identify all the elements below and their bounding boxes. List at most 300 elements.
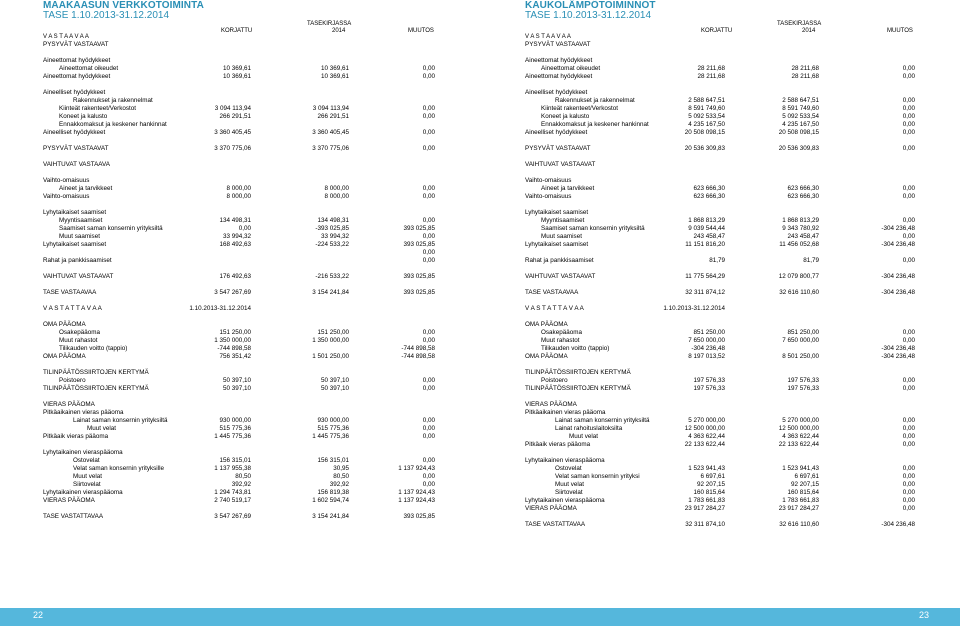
spacer bbox=[525, 170, 915, 178]
value-korjattu: 756 351,42 bbox=[219, 353, 251, 360]
value-tasekirjassa: 4 363 622,44 bbox=[782, 433, 819, 440]
value-korjattu: 10 369,61 bbox=[222, 73, 251, 80]
row-label: VAIHTUVAT VASTAAVAT bbox=[43, 273, 114, 280]
value-muutos: -744 898,58 bbox=[401, 353, 435, 360]
value-tasekirjassa: 23 917 284,27 bbox=[778, 505, 819, 512]
row-label: Aineelliset hyödykkeet bbox=[43, 129, 106, 136]
value-korjattu: 80,50 bbox=[235, 473, 251, 480]
row-label: Lyhytaikainen vieraspääoma bbox=[525, 497, 605, 504]
value-korjattu: 6 697,61 bbox=[700, 473, 725, 480]
value-tasekirjassa: 197 576,33 bbox=[787, 377, 819, 384]
row-label: Osakepääoma bbox=[59, 329, 100, 336]
value-muutos: 0,00 bbox=[422, 385, 435, 392]
value-muutos: 0,00 bbox=[902, 233, 915, 240]
vastaavaa-heading: V A S T A A V A A bbox=[525, 34, 571, 40]
row-label: Saamiset saman konsernin yrityksiltä bbox=[59, 225, 163, 232]
value-muutos: 0,00 bbox=[902, 185, 915, 192]
value-muutos: -304 236,48 bbox=[881, 273, 915, 280]
row-label: Aineelliset hyödykkeet bbox=[525, 89, 588, 96]
row-label: Muut velat bbox=[569, 433, 599, 440]
spacer bbox=[43, 394, 435, 402]
row-label: Myyntisaamiset bbox=[59, 217, 103, 224]
value-tasekirjassa: 5 270 000,00 bbox=[782, 417, 819, 424]
value-muutos: 0,00 bbox=[422, 217, 435, 224]
value-muutos: 393 025,85 bbox=[403, 273, 435, 280]
value-korjattu: 2 588 647,51 bbox=[688, 97, 725, 104]
value-tasekirjassa: 28 211,68 bbox=[791, 65, 819, 72]
value-muutos: 393 025,85 bbox=[403, 513, 435, 520]
value-korjattu: 930 000,00 bbox=[219, 417, 251, 424]
value-tasekirjassa: 3 154 241,84 bbox=[312, 289, 349, 296]
row-label: Koneet ja kalusto bbox=[541, 113, 590, 120]
row-label: VAIHTUVAT VASTAAVAT bbox=[525, 273, 596, 280]
value-korjattu: 160 815,64 bbox=[693, 489, 725, 496]
value-tasekirjassa: 33 994,32 bbox=[320, 233, 349, 240]
value-tasekirjassa: 197 576,33 bbox=[787, 385, 819, 392]
value-korjattu: 1 445 775,36 bbox=[214, 433, 251, 440]
row-label: Aineet ja tarvikkeet bbox=[541, 185, 595, 192]
right-column bbox=[525, 0, 915, 608]
table-row bbox=[525, 386, 915, 394]
korjattu-heading: KORJATTU bbox=[701, 28, 733, 34]
value-tasekirjassa: 6 697,61 bbox=[794, 473, 819, 480]
value-korjattu: 9 039 544,44 bbox=[688, 225, 725, 232]
right-table bbox=[525, 42, 915, 530]
row-label: TILINPÄÄTÖSSIIRTOJEN KERTYMÄ bbox=[43, 385, 149, 392]
value-muutos: 0,00 bbox=[902, 473, 915, 480]
value-tasekirjassa: 12 079 800,77 bbox=[778, 273, 819, 280]
row-label: VIERAS PÄÄOMA bbox=[43, 401, 95, 408]
row-label: Lainat saman konsernin yrityksiltä bbox=[73, 417, 168, 424]
row-label: PYSYVÄT VASTAAVAT bbox=[525, 41, 591, 48]
value-muutos: 0,00 bbox=[422, 433, 435, 440]
year-heading: 2014 bbox=[332, 28, 346, 34]
value-muutos: 0,00 bbox=[422, 193, 435, 200]
value-tasekirjassa: 8 591 749,60 bbox=[782, 105, 819, 112]
value-korjattu: 4 235 167,50 bbox=[688, 121, 725, 128]
value-korjattu: 32 311 874,12 bbox=[685, 289, 725, 296]
table-row bbox=[525, 162, 915, 170]
row-label: Lyhytaikaiset saamiset bbox=[43, 209, 107, 216]
value-korjattu: 11 151 816,20 bbox=[685, 241, 725, 248]
value-tasekirjassa: 3 370 775,06 bbox=[312, 145, 349, 152]
value-korjattu: 1 137 955,38 bbox=[214, 465, 251, 472]
table-row bbox=[43, 74, 435, 82]
value-muutos: 1 137 924,43 bbox=[398, 465, 435, 472]
value-korjattu: 1.10.2013-31.12.2014 bbox=[663, 305, 725, 312]
row-label: Muut saamiset bbox=[541, 233, 582, 240]
value-tasekirjassa: 266 291,51 bbox=[317, 113, 349, 120]
value-korjattu: 3 547 267,69 bbox=[214, 289, 251, 296]
row-label: TASE VASTAAVAA bbox=[43, 289, 97, 296]
row-label: Vaihto-omaisuus bbox=[43, 193, 90, 200]
row-label: Muut velat bbox=[87, 425, 117, 432]
row-label: Aineettomat hyödykkeet bbox=[525, 57, 593, 64]
left-title: MAAKAASUN VERKKOTOIMINTA bbox=[43, 0, 204, 11]
value-tasekirjassa: 4 235 167,50 bbox=[782, 121, 819, 128]
row-label: Osakepääoma bbox=[541, 329, 582, 336]
row-label: TILINPÄÄTÖSSIIRTOJEN KERTYMÄ bbox=[43, 369, 149, 376]
table-row bbox=[525, 506, 915, 514]
row-label: OMA PÄÄOMA bbox=[525, 353, 568, 360]
value-muutos: 0,00 bbox=[902, 121, 915, 128]
value-muutos: 393 025,85 bbox=[403, 289, 435, 296]
value-korjattu: 623 666,30 bbox=[693, 185, 725, 192]
value-muutos: 0,00 bbox=[902, 441, 915, 448]
value-muutos: 0,00 bbox=[902, 193, 915, 200]
row-label: Velat saman konsernin yrityksille bbox=[73, 465, 164, 472]
value-korjattu: 851 250,00 bbox=[693, 329, 725, 336]
value-muutos: 0,00 bbox=[422, 473, 435, 480]
value-tasekirjassa: 1 523 941,43 bbox=[782, 465, 819, 472]
value-muutos: 393 025,85 bbox=[403, 225, 435, 232]
value-korjattu: 168 492,63 bbox=[219, 241, 251, 248]
value-muutos: 0,00 bbox=[902, 425, 915, 432]
value-korjattu: 176 492,63 bbox=[219, 273, 251, 280]
row-label: Lyhytaikaiset saamiset bbox=[525, 209, 589, 216]
row-label: Aineettomat hyödykkeet bbox=[43, 57, 111, 64]
table-row bbox=[525, 74, 915, 82]
muutos-heading: MUUTOS bbox=[408, 28, 434, 34]
value-korjattu: 5 270 000,00 bbox=[688, 417, 725, 424]
value-muutos: 0,00 bbox=[422, 113, 435, 120]
spacer bbox=[525, 394, 915, 402]
row-label: Rakennukset ja rakennelmat bbox=[555, 97, 635, 104]
row-label: Kiinteät rakenteet/Verkostot bbox=[541, 105, 619, 112]
value-korjattu: 1 523 941,43 bbox=[688, 465, 725, 472]
table-row bbox=[43, 434, 435, 442]
value-korjattu: 197 576,33 bbox=[693, 385, 725, 392]
value-tasekirjassa: 10 369,61 bbox=[320, 65, 349, 72]
row-label: TASE VASTATTAVAA bbox=[525, 521, 586, 528]
value-korjattu: 8 000,00 bbox=[226, 193, 251, 200]
row-label: Siirtovelat bbox=[555, 489, 583, 496]
value-muutos: -304 236,48 bbox=[881, 289, 915, 296]
row-label: VIERAS PÄÄOMA bbox=[525, 401, 577, 408]
row-label: VAIHTUVAT VASTAAVAT bbox=[525, 161, 596, 168]
row-label: TASE VASTAAVAA bbox=[525, 289, 579, 296]
value-muutos: 0,00 bbox=[902, 505, 915, 512]
value-tasekirjassa: 851 250,00 bbox=[787, 329, 819, 336]
value-tasekirjassa: 623 666,30 bbox=[787, 193, 819, 200]
spacer bbox=[43, 314, 435, 322]
table-row bbox=[43, 498, 435, 506]
value-korjattu: 4 363 622,44 bbox=[688, 433, 725, 440]
value-korjattu: 266 291,51 bbox=[219, 113, 251, 120]
table-row bbox=[525, 258, 915, 266]
value-korjattu: 197 576,33 bbox=[693, 377, 725, 384]
value-tasekirjassa: 11 456 052,68 bbox=[779, 241, 819, 248]
row-label: Lyhytaikainen vieraspääoma bbox=[43, 489, 123, 496]
value-korjattu: 20 536 309,83 bbox=[684, 145, 725, 152]
value-tasekirjassa: 32 616 110,60 bbox=[779, 289, 819, 296]
value-muutos: 0,00 bbox=[422, 377, 435, 384]
vastaavaa-heading: V A S T A A V A A bbox=[43, 34, 89, 40]
value-korjattu: 8 197 013,52 bbox=[688, 353, 725, 360]
value-korjattu: 20 508 098,15 bbox=[684, 129, 725, 136]
value-korjattu: 515 775,36 bbox=[219, 425, 251, 432]
left-table bbox=[43, 42, 435, 522]
value-muutos: -304 236,48 bbox=[881, 241, 915, 248]
value-muutos: 393 025,85 bbox=[403, 241, 435, 248]
value-korjattu: 50 397,10 bbox=[222, 385, 251, 392]
year-heading: 2014 bbox=[802, 28, 816, 34]
row-label: Muut velat bbox=[73, 473, 103, 480]
tasekirjassa-heading: TASEKIRJASSA bbox=[777, 21, 822, 27]
spacer bbox=[525, 314, 915, 322]
value-korjattu: 7 650 000,00 bbox=[688, 337, 725, 344]
value-tasekirjassa: 8 000,00 bbox=[324, 193, 349, 200]
row-label: Rakennukset ja rakennelmat bbox=[73, 97, 153, 104]
row-label: TILINPÄÄTÖSSIIRTOJEN KERTYMÄ bbox=[525, 385, 631, 392]
row-label: VIERAS PÄÄOMA bbox=[43, 497, 95, 504]
value-tasekirjassa: -393 025,85 bbox=[315, 225, 349, 232]
table-row bbox=[525, 306, 915, 314]
value-tasekirjassa: 1 350 000,00 bbox=[312, 337, 349, 344]
table-row bbox=[43, 130, 435, 138]
value-korjattu: 8 591 749,60 bbox=[688, 105, 725, 112]
value-muutos: -304 236,48 bbox=[881, 345, 915, 352]
value-korjattu: 5 092 533,54 bbox=[688, 113, 725, 120]
row-label: Tilikauden voitto (tappio) bbox=[59, 345, 128, 352]
value-muutos: 0,00 bbox=[902, 113, 915, 120]
value-muutos: 0,00 bbox=[902, 217, 915, 224]
value-tasekirjassa: 151 250,00 bbox=[317, 329, 349, 336]
value-tasekirjassa: 8 501 250,00 bbox=[782, 353, 819, 360]
row-label: Lyhytaikainen vieraspääoma bbox=[525, 457, 605, 464]
row-label: VAIHTUVAT VASTAAVA bbox=[43, 161, 110, 168]
value-tasekirjassa: 2 588 647,51 bbox=[782, 97, 819, 104]
spacer bbox=[43, 170, 435, 178]
muutos-heading: MUUTOS bbox=[887, 28, 913, 34]
row-label: Poistoero bbox=[541, 377, 568, 384]
value-tasekirjassa: 156 819,38 bbox=[317, 489, 349, 496]
value-muutos: 0,00 bbox=[422, 129, 435, 136]
row-label: Muut saamiset bbox=[59, 233, 100, 240]
table-row bbox=[43, 42, 435, 50]
value-muutos: 0,00 bbox=[902, 73, 915, 80]
value-muutos: 0,00 bbox=[902, 337, 915, 344]
value-tasekirjassa: 1 602 594,74 bbox=[312, 497, 349, 504]
value-muutos: 0,00 bbox=[902, 377, 915, 384]
value-tasekirjassa: 623 666,30 bbox=[787, 185, 819, 192]
table-row bbox=[43, 354, 435, 362]
row-label: Siirtovelat bbox=[73, 481, 101, 488]
value-muutos: 0,00 bbox=[902, 385, 915, 392]
value-tasekirjassa: 81,79 bbox=[803, 257, 819, 264]
value-korjattu: 81,79 bbox=[709, 257, 725, 264]
value-tasekirjassa: -216 533,22 bbox=[315, 273, 349, 280]
value-tasekirjassa: 515 775,36 bbox=[317, 425, 349, 432]
table-row bbox=[525, 274, 915, 282]
row-label: Pitkäaik vieras pääoma bbox=[43, 433, 109, 440]
value-muutos: 0,00 bbox=[422, 249, 435, 256]
row-label: Ostovelat bbox=[73, 457, 100, 464]
value-muutos: 0,00 bbox=[902, 497, 915, 504]
row-label: Lyhytaikainen vieraspääoma bbox=[43, 449, 123, 456]
value-tasekirjassa: 9 343 780,92 bbox=[782, 225, 819, 232]
value-tasekirjassa: 243 458,47 bbox=[787, 233, 819, 240]
value-tasekirjassa: 12 500 000,00 bbox=[778, 425, 819, 432]
value-muutos: 0,00 bbox=[422, 105, 435, 112]
table-row bbox=[43, 290, 435, 298]
value-tasekirjassa: 1 501 250,00 bbox=[312, 353, 349, 360]
value-muutos: 0,00 bbox=[422, 257, 435, 264]
value-tasekirjassa: 92 207,15 bbox=[790, 481, 819, 488]
row-label: Vaihto-omaisuus bbox=[43, 177, 90, 184]
left-column bbox=[43, 0, 435, 608]
row-label: Kiinteät rakenteet/Verkostot bbox=[59, 105, 137, 112]
value-korjattu: 32 311 874,10 bbox=[685, 521, 725, 528]
value-korjattu: 1.10.2013-31.12.2014 bbox=[189, 305, 251, 312]
value-korjattu: 392,92 bbox=[231, 481, 251, 488]
value-muutos: 1 137 924,43 bbox=[398, 497, 435, 504]
value-tasekirjassa: 930 000,00 bbox=[317, 417, 349, 424]
row-label: PYSYVÄT VASTAAVAT bbox=[43, 41, 109, 48]
row-label: OMA PÄÄOMA bbox=[525, 321, 568, 328]
value-muutos: 0,00 bbox=[422, 337, 435, 344]
right-title: KAUKOLÄMPÖTOIMINNOT bbox=[525, 0, 656, 11]
table-row bbox=[43, 162, 435, 170]
value-korjattu: 22 133 622,44 bbox=[684, 441, 725, 448]
row-label: Vaihto-omaisuus bbox=[525, 193, 572, 200]
row-label: V A S T A T T A V A A bbox=[43, 305, 102, 312]
value-tasekirjassa: 32 616 110,60 bbox=[779, 521, 819, 528]
table-row bbox=[525, 130, 915, 138]
value-korjattu: 3 370 775,06 bbox=[214, 145, 251, 152]
value-korjattu: 10 369,61 bbox=[222, 65, 251, 72]
row-label: PYSYVÄT VASTAAVAT bbox=[525, 145, 591, 152]
row-label: Lainat rahoituslaitoksilta bbox=[555, 425, 623, 432]
table-row bbox=[525, 522, 915, 530]
value-korjattu: 243 458,47 bbox=[693, 233, 725, 240]
value-tasekirjassa: 50 397,10 bbox=[320, 385, 349, 392]
value-korjattu: 3 360 405,45 bbox=[214, 129, 251, 136]
row-label: V A S T A T T A V A A bbox=[525, 305, 584, 312]
value-korjattu: 156 315,01 bbox=[219, 457, 251, 464]
value-tasekirjassa: 1 783 661,83 bbox=[782, 497, 819, 504]
value-korjattu: 12 500 000,00 bbox=[684, 425, 725, 432]
row-label: TILINPÄÄTÖSSIIRTOJEN KERTYMÄ bbox=[525, 369, 631, 376]
row-label: Tilikauden voitto (tappio) bbox=[541, 345, 610, 352]
row-label: Poistoero bbox=[59, 377, 86, 384]
value-korjattu: 151 250,00 bbox=[219, 329, 251, 336]
row-label: Aineettomat oikeudet bbox=[541, 65, 601, 72]
value-korjattu: 3 094 113,94 bbox=[214, 105, 251, 112]
left-date: TASE 1.10.2013-31.12.2014 bbox=[43, 10, 170, 21]
table-row bbox=[525, 442, 915, 450]
value-korjattu: 0,00 bbox=[238, 225, 251, 232]
row-label: Aineettomat hyödykkeet bbox=[525, 73, 593, 80]
row-label: Muut rahastot bbox=[59, 337, 98, 344]
value-tasekirjassa: 30,95 bbox=[333, 465, 349, 472]
value-korjattu: 1 294 743,81 bbox=[214, 489, 251, 496]
page-number-right: 23 bbox=[919, 610, 930, 620]
table-row bbox=[43, 242, 435, 250]
value-tasekirjassa: -224 533,22 bbox=[315, 241, 349, 248]
value-muutos: -304 236,48 bbox=[881, 353, 915, 360]
table-row bbox=[43, 274, 435, 282]
value-tasekirjassa: 50 397,10 bbox=[320, 377, 349, 384]
table-row bbox=[525, 354, 915, 362]
row-label: VIERAS PÄÄOMA bbox=[525, 505, 577, 512]
value-muutos: 0,00 bbox=[422, 481, 435, 488]
page-number-left: 22 bbox=[33, 610, 44, 620]
value-muutos: 0,00 bbox=[902, 481, 915, 488]
row-label: Saamiset saman konsernin yrityksiltä bbox=[541, 225, 645, 232]
table-row bbox=[43, 146, 435, 154]
value-tasekirjassa: 20 536 309,83 bbox=[778, 145, 819, 152]
value-muutos: 0,00 bbox=[422, 417, 435, 424]
value-tasekirjassa: 160 815,64 bbox=[787, 489, 819, 496]
value-muutos: 0,00 bbox=[422, 65, 435, 72]
table-row bbox=[43, 386, 435, 394]
value-muutos: -304 236,48 bbox=[881, 225, 915, 232]
value-muutos: -304 236,48 bbox=[881, 521, 915, 528]
table-row bbox=[43, 194, 435, 202]
value-korjattu: 28 211,68 bbox=[697, 65, 725, 72]
value-korjattu: 8 000,00 bbox=[226, 185, 251, 192]
row-label: Lyhytaikaiset saamiset bbox=[525, 241, 589, 248]
row-label: Myyntisaamiset bbox=[541, 217, 585, 224]
row-label: Pitkäaik vieras pääoma bbox=[525, 441, 591, 448]
value-korjattu: 623 666,30 bbox=[693, 193, 725, 200]
row-label: Aineelliset hyödykkeet bbox=[525, 129, 588, 136]
row-label: OMA PÄÄOMA bbox=[43, 353, 86, 360]
value-tasekirjassa: 3 154 241,84 bbox=[312, 513, 349, 520]
value-tasekirjassa: 156 315,01 bbox=[317, 457, 349, 464]
value-tasekirjassa: 3 360 405,45 bbox=[312, 129, 349, 136]
value-korjattu: 1 868 813,29 bbox=[688, 217, 725, 224]
value-tasekirjassa: 8 000,00 bbox=[324, 185, 349, 192]
value-muutos: 0,00 bbox=[902, 489, 915, 496]
korjattu-heading: KORJATTU bbox=[221, 28, 253, 34]
value-muutos: 0,00 bbox=[422, 73, 435, 80]
value-tasekirjassa: 20 508 098,15 bbox=[778, 129, 819, 136]
table-row bbox=[525, 290, 915, 298]
value-muutos: 0,00 bbox=[902, 433, 915, 440]
value-muutos: 0,00 bbox=[422, 425, 435, 432]
value-korjattu: 33 994,32 bbox=[222, 233, 251, 240]
left-header bbox=[43, 21, 435, 42]
row-label: Aineelliset hyödykkeet bbox=[43, 89, 106, 96]
row-label: Vaihto-omaisuus bbox=[525, 177, 572, 184]
value-muutos: 0,00 bbox=[422, 329, 435, 336]
value-tasekirjassa: 28 211,68 bbox=[791, 73, 819, 80]
value-korjattu: -304 236,48 bbox=[691, 345, 725, 352]
value-korjattu: 2 740 519,17 bbox=[214, 497, 251, 504]
row-label: Velat saman konsernin yrityksi bbox=[555, 473, 640, 480]
table-row bbox=[525, 146, 915, 154]
value-tasekirjassa: 1 445 775,36 bbox=[312, 433, 349, 440]
row-label: OMA PÄÄOMA bbox=[43, 321, 86, 328]
value-tasekirjassa: 80,50 bbox=[333, 473, 349, 480]
value-korjattu: 28 211,68 bbox=[697, 73, 725, 80]
value-korjattu: -744 898,58 bbox=[217, 345, 251, 352]
value-muutos: 0,00 bbox=[902, 145, 915, 152]
value-korjattu: 1 350 000,00 bbox=[214, 337, 251, 344]
value-korjattu: 50 397,10 bbox=[222, 377, 251, 384]
value-muutos: 0,00 bbox=[422, 145, 435, 152]
right-date: TASE 1.10.2013-31.12.2014 bbox=[525, 10, 652, 21]
row-label: Pitkäaikainen vieras pääoma bbox=[525, 409, 606, 416]
value-tasekirjassa: 3 094 113,94 bbox=[312, 105, 349, 112]
row-label: Aineettomat oikeudet bbox=[59, 65, 119, 72]
row-label: Aineet ja tarvikkeet bbox=[59, 185, 113, 192]
value-korjattu: 3 547 267,69 bbox=[214, 513, 251, 520]
table-row bbox=[525, 42, 915, 50]
table-row bbox=[43, 514, 435, 522]
